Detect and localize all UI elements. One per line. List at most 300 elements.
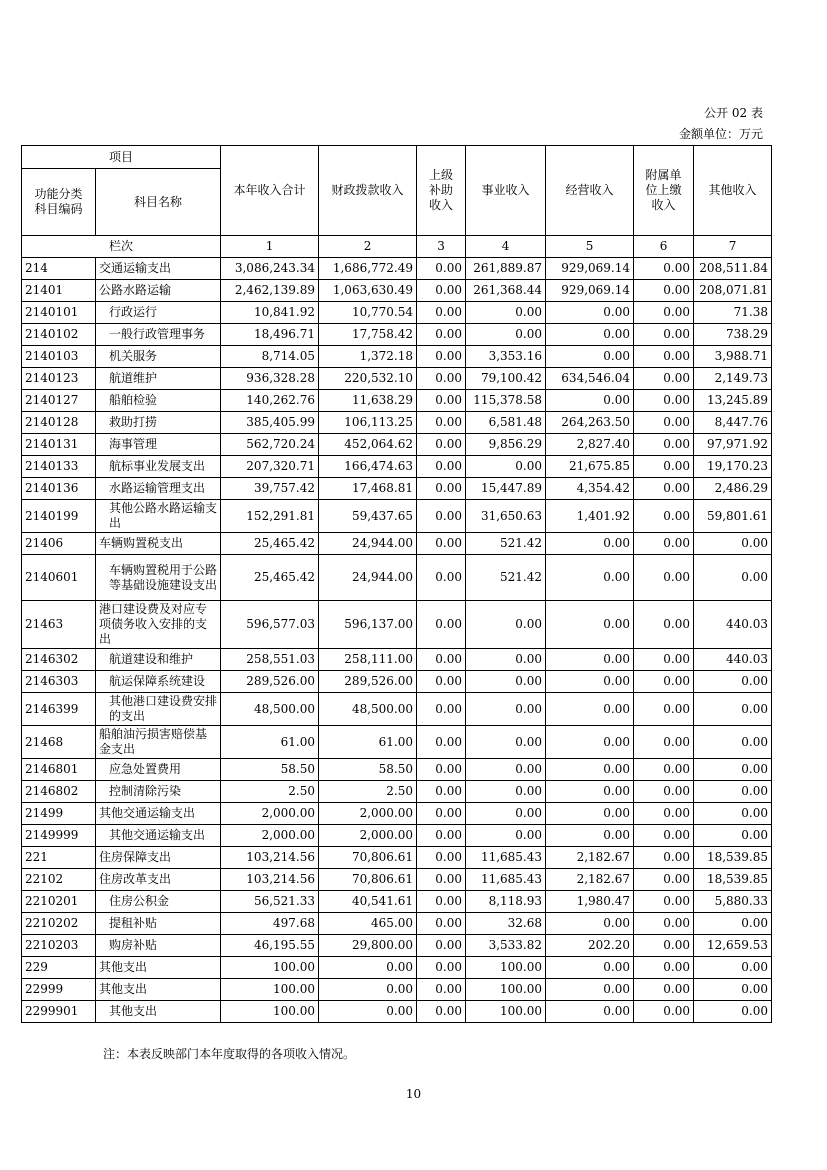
row-value-col4: 261,368.44 [466, 280, 546, 302]
row-value-col4: 115,378.58 [466, 390, 546, 412]
row-value-col7: 440.03 [694, 649, 772, 671]
row-code: 2210202 [22, 913, 96, 935]
row-value-col2: 596,137.00 [319, 601, 417, 649]
row-value-col3: 0.00 [417, 434, 466, 456]
row-value-col7: 440.03 [694, 601, 772, 649]
row-name: 救助打捞 [96, 412, 221, 434]
row-value-col5: 0.00 [546, 957, 634, 979]
row-code: 2140127 [22, 390, 96, 412]
row-value-col5: 0.00 [546, 601, 634, 649]
row-value-col1: 2,000.00 [221, 803, 319, 825]
table-row [22, 913, 772, 935]
row-name: 水路运输管理支出 [96, 478, 221, 500]
row-code: 2140128 [22, 412, 96, 434]
row-name: 机关服务 [96, 346, 221, 368]
table-row [22, 324, 772, 346]
row-value-col3: 0.00 [417, 935, 466, 957]
row-name: 航标事业发展支出 [96, 456, 221, 478]
col-index-7: 7 [694, 236, 772, 258]
row-value-col2: 24,944.00 [319, 555, 417, 601]
row-value-col6: 0.00 [634, 346, 694, 368]
row-value-col7: 2,149.73 [694, 368, 772, 390]
row-value-col5: 2,182.67 [546, 847, 634, 869]
row-name: 其他支出 [96, 979, 221, 1001]
row-value-col7: 208,511.84 [694, 258, 772, 280]
row-name: 港口建设费及对应专项债务收入安排的支出 [96, 601, 221, 649]
row-value-col2: 106,113.25 [319, 412, 417, 434]
amount-unit: 金额单位：万元 [678, 127, 763, 141]
row-value-col1: 2,000.00 [221, 825, 319, 847]
table-row [22, 847, 772, 869]
row-value-col2: 58.50 [319, 759, 417, 781]
row-name: 其他支出 [96, 957, 221, 979]
row-value-col3: 0.00 [417, 533, 466, 555]
row-value-col6: 0.00 [634, 979, 694, 1001]
row-value-col3: 0.00 [417, 601, 466, 649]
row-name: 车辆购置税用于公路等基础设施建设支出 [96, 555, 221, 601]
row-name: 购房补贴 [96, 935, 221, 957]
table-row [22, 803, 772, 825]
row-value-col3: 0.00 [417, 649, 466, 671]
row-value-col4: 0.00 [466, 759, 546, 781]
row-value-col6: 0.00 [634, 825, 694, 847]
col-index-4: 4 [466, 236, 546, 258]
row-code: 22102 [22, 869, 96, 891]
row-value-col6: 0.00 [634, 1001, 694, 1023]
row-value-col7: 13,245.89 [694, 390, 772, 412]
row-value-col1: 258,551.03 [221, 649, 319, 671]
table-row [22, 390, 772, 412]
row-value-col2: 29,800.00 [319, 935, 417, 957]
row-value-col4: 261,889.87 [466, 258, 546, 280]
row-value-col1: 152,291.81 [221, 500, 319, 533]
row-value-col2: 24,944.00 [319, 533, 417, 555]
row-value-col6: 0.00 [634, 726, 694, 759]
row-value-col5: 0.00 [546, 346, 634, 368]
table-row [22, 693, 772, 726]
table-row [22, 302, 772, 324]
row-value-col4: 15,447.89 [466, 478, 546, 500]
row-value-col4: 0.00 [466, 302, 546, 324]
table-row [22, 979, 772, 1001]
row-value-col7: 19,170.23 [694, 456, 772, 478]
table-body [22, 258, 772, 1023]
row-code: 2140199 [22, 500, 96, 533]
row-value-col7: 0.00 [694, 759, 772, 781]
row-value-col7: 5,880.33 [694, 891, 772, 913]
table-note: 注：本表反映部门本年度取得的各项收入情况。 [103, 1047, 356, 1061]
row-value-col5: 0.00 [546, 825, 634, 847]
row-code: 2146802 [22, 781, 96, 803]
row-value-col5: 264,263.50 [546, 412, 634, 434]
table-row [22, 869, 772, 891]
row-value-col7: 18,539.85 [694, 869, 772, 891]
row-value-col2: 40,541.61 [319, 891, 417, 913]
row-code: 21406 [22, 533, 96, 555]
row-value-col4: 0.00 [466, 726, 546, 759]
row-value-col3: 0.00 [417, 412, 466, 434]
row-value-col1: 48,500.00 [221, 693, 319, 726]
row-value-col4: 0.00 [466, 825, 546, 847]
row-name: 提租补贴 [96, 913, 221, 935]
table-row [22, 533, 772, 555]
row-value-col4: 0.00 [466, 671, 546, 693]
row-value-col6: 0.00 [634, 368, 694, 390]
row-value-col5: 0.00 [546, 759, 634, 781]
table-row [22, 346, 772, 368]
row-value-col3: 0.00 [417, 957, 466, 979]
table-row [22, 825, 772, 847]
row-value-col6: 0.00 [634, 781, 694, 803]
table-row [22, 957, 772, 979]
row-value-col6: 0.00 [634, 280, 694, 302]
table-row [22, 935, 772, 957]
row-name: 船舶油污损害赔偿基金支出 [96, 726, 221, 759]
header-col1: 本年收入合计 [221, 146, 319, 236]
row-value-col6: 0.00 [634, 456, 694, 478]
table-row [22, 781, 772, 803]
col-index-1: 1 [221, 236, 319, 258]
row-value-col5: 4,354.42 [546, 478, 634, 500]
row-value-col3: 0.00 [417, 781, 466, 803]
row-value-col6: 0.00 [634, 869, 694, 891]
row-value-col3: 0.00 [417, 825, 466, 847]
row-value-col7: 2,486.29 [694, 478, 772, 500]
row-name: 其他港口建设费安排的支出 [96, 693, 221, 726]
row-value-col2: 2.50 [319, 781, 417, 803]
row-code: 21401 [22, 280, 96, 302]
row-code: 2140131 [22, 434, 96, 456]
row-value-col2: 0.00 [319, 957, 417, 979]
row-value-col2: 166,474.63 [319, 456, 417, 478]
row-value-col4: 521.42 [466, 555, 546, 601]
row-code: 2146399 [22, 693, 96, 726]
row-value-col2: 289,526.00 [319, 671, 417, 693]
row-name: 住房保障支出 [96, 847, 221, 869]
row-value-col4: 6,581.48 [466, 412, 546, 434]
row-value-col3: 0.00 [417, 258, 466, 280]
col-index-2: 2 [319, 236, 417, 258]
row-value-col3: 0.00 [417, 847, 466, 869]
row-value-col4: 100.00 [466, 1001, 546, 1023]
row-value-col4: 31,650.63 [466, 500, 546, 533]
row-value-col6: 0.00 [634, 258, 694, 280]
row-value-col2: 70,806.61 [319, 869, 417, 891]
row-value-col6: 0.00 [634, 412, 694, 434]
row-value-col1: 100.00 [221, 957, 319, 979]
row-value-col5: 0.00 [546, 979, 634, 1001]
row-value-col5: 0.00 [546, 324, 634, 346]
row-value-col7: 0.00 [694, 979, 772, 1001]
row-value-col4: 32.68 [466, 913, 546, 935]
row-value-col6: 0.00 [634, 555, 694, 601]
row-value-col3: 0.00 [417, 346, 466, 368]
row-value-col4: 3,533.82 [466, 935, 546, 957]
page-number: 10 [405, 1087, 422, 1101]
row-value-col6: 0.00 [634, 847, 694, 869]
row-name: 船舶检验 [96, 390, 221, 412]
row-value-col2: 48,500.00 [319, 693, 417, 726]
row-value-col2: 452,064.62 [319, 434, 417, 456]
row-value-col5: 21,675.85 [546, 456, 634, 478]
row-name: 其他支出 [96, 1001, 221, 1023]
row-value-col3: 0.00 [417, 759, 466, 781]
table-row [22, 280, 772, 302]
row-name: 行政运行 [96, 302, 221, 324]
row-value-col2: 0.00 [319, 979, 417, 1001]
row-value-col3: 0.00 [417, 390, 466, 412]
row-value-col7: 59,801.61 [694, 500, 772, 533]
row-value-col5: 1,401.92 [546, 500, 634, 533]
header-xiangmu: 项目 [22, 146, 221, 169]
header-col2: 财政拨款收入 [319, 146, 417, 236]
row-value-col3: 0.00 [417, 280, 466, 302]
row-value-col4: 0.00 [466, 324, 546, 346]
row-value-col3: 0.00 [417, 555, 466, 601]
row-value-col1: 39,757.42 [221, 478, 319, 500]
row-value-col1: 2.50 [221, 781, 319, 803]
table-row [22, 500, 772, 533]
row-value-col6: 0.00 [634, 803, 694, 825]
row-value-col7: 8,447.76 [694, 412, 772, 434]
row-value-col4: 9,856.29 [466, 434, 546, 456]
row-value-col7: 18,539.85 [694, 847, 772, 869]
table-row [22, 258, 772, 280]
row-value-col5: 2,827.40 [546, 434, 634, 456]
col-index-label: 栏次 [22, 236, 221, 258]
row-value-col4: 0.00 [466, 601, 546, 649]
row-value-col3: 0.00 [417, 913, 466, 935]
row-code: 2140102 [22, 324, 96, 346]
col-index-3: 3 [417, 236, 466, 258]
table-row [22, 412, 772, 434]
row-value-col2: 258,111.00 [319, 649, 417, 671]
row-value-col5: 929,069.14 [546, 280, 634, 302]
row-value-col5: 0.00 [546, 726, 634, 759]
table-row [22, 368, 772, 390]
row-value-col7: 0.00 [694, 693, 772, 726]
row-value-col6: 0.00 [634, 649, 694, 671]
row-code: 2299901 [22, 1001, 96, 1023]
row-code: 2146302 [22, 649, 96, 671]
row-value-col6: 0.00 [634, 913, 694, 935]
row-name: 住房改革支出 [96, 869, 221, 891]
row-value-col2: 10,770.54 [319, 302, 417, 324]
row-value-col5: 2,182.67 [546, 869, 634, 891]
row-value-col2: 70,806.61 [319, 847, 417, 869]
row-value-col1: 2,462,139.89 [221, 280, 319, 302]
row-value-col4: 0.00 [466, 693, 546, 726]
row-value-col3: 0.00 [417, 671, 466, 693]
row-value-col3: 0.00 [417, 803, 466, 825]
row-value-col5: 929,069.14 [546, 258, 634, 280]
form-number: 公开 02 表 [704, 106, 763, 120]
row-value-col6: 0.00 [634, 500, 694, 533]
table-row [22, 649, 772, 671]
table-row [22, 601, 772, 649]
row-value-col6: 0.00 [634, 891, 694, 913]
header-col5: 经营收入 [546, 146, 634, 236]
row-value-col4: 0.00 [466, 456, 546, 478]
row-value-col7: 0.00 [694, 726, 772, 759]
table-row [22, 726, 772, 759]
header-col3: 上级补助收入 [417, 146, 466, 236]
row-value-col3: 0.00 [417, 891, 466, 913]
row-value-col4: 0.00 [466, 649, 546, 671]
row-value-col6: 0.00 [634, 693, 694, 726]
row-value-col3: 0.00 [417, 979, 466, 1001]
income-table [21, 145, 772, 1023]
row-value-col3: 0.00 [417, 302, 466, 324]
row-value-col5: 0.00 [546, 1001, 634, 1023]
row-value-col5: 202.20 [546, 935, 634, 957]
row-code: 21468 [22, 726, 96, 759]
row-name: 航道建设和维护 [96, 649, 221, 671]
row-value-col5: 0.00 [546, 693, 634, 726]
row-code: 2146801 [22, 759, 96, 781]
row-value-col2: 465.00 [319, 913, 417, 935]
table-row [22, 555, 772, 601]
table-row [22, 891, 772, 913]
row-value-col2: 17,758.42 [319, 324, 417, 346]
table-row [22, 456, 772, 478]
row-value-col3: 0.00 [417, 478, 466, 500]
row-code: 214 [22, 258, 96, 280]
row-value-col7: 208,071.81 [694, 280, 772, 302]
table-row [22, 478, 772, 500]
row-value-col7: 0.00 [694, 803, 772, 825]
row-value-col3: 0.00 [417, 869, 466, 891]
row-value-col2: 1,372.18 [319, 346, 417, 368]
row-value-col7: 71.38 [694, 302, 772, 324]
row-value-col7: 0.00 [694, 781, 772, 803]
row-value-col6: 0.00 [634, 324, 694, 346]
row-value-col5: 0.00 [546, 649, 634, 671]
row-value-col4: 79,100.42 [466, 368, 546, 390]
row-value-col1: 8,714.05 [221, 346, 319, 368]
row-value-col4: 3,353.16 [466, 346, 546, 368]
row-value-col1: 58.50 [221, 759, 319, 781]
row-name: 一般行政管理事务 [96, 324, 221, 346]
row-value-col1: 936,328.28 [221, 368, 319, 390]
row-value-col2: 17,468.81 [319, 478, 417, 500]
row-value-col5: 0.00 [546, 803, 634, 825]
header-code: 功能分类科目编码 [22, 169, 96, 236]
row-code: 2140133 [22, 456, 96, 478]
row-value-col6: 0.00 [634, 478, 694, 500]
row-name: 航运保障系统建设 [96, 671, 221, 693]
row-value-col5: 0.00 [546, 302, 634, 324]
row-value-col7: 0.00 [694, 1001, 772, 1023]
row-value-col7: 3,988.71 [694, 346, 772, 368]
row-value-col1: 56,521.33 [221, 891, 319, 913]
row-value-col4: 521.42 [466, 533, 546, 555]
row-value-col2: 2,000.00 [319, 803, 417, 825]
row-value-col5: 0.00 [546, 555, 634, 601]
row-value-col5: 0.00 [546, 913, 634, 935]
row-value-col2: 2,000.00 [319, 825, 417, 847]
row-value-col1: 596,577.03 [221, 601, 319, 649]
row-code: 2140123 [22, 368, 96, 390]
row-code: 2140601 [22, 555, 96, 601]
row-code: 2149999 [22, 825, 96, 847]
row-value-col6: 0.00 [634, 434, 694, 456]
row-code: 2140101 [22, 302, 96, 324]
table-row [22, 671, 772, 693]
row-value-col4: 0.00 [466, 781, 546, 803]
row-value-col1: 10,841.92 [221, 302, 319, 324]
row-value-col5: 634,546.04 [546, 368, 634, 390]
header-name: 科目名称 [96, 169, 221, 236]
row-value-col1: 61.00 [221, 726, 319, 759]
row-name: 应急处置费用 [96, 759, 221, 781]
row-value-col6: 0.00 [634, 957, 694, 979]
row-value-col3: 0.00 [417, 324, 466, 346]
row-code: 221 [22, 847, 96, 869]
row-value-col7: 97,971.92 [694, 434, 772, 456]
table-row [22, 759, 772, 781]
row-value-col6: 0.00 [634, 302, 694, 324]
row-value-col6: 0.00 [634, 671, 694, 693]
row-name: 海事管理 [96, 434, 221, 456]
row-code: 21463 [22, 601, 96, 649]
row-value-col3: 0.00 [417, 726, 466, 759]
row-value-col3: 0.00 [417, 456, 466, 478]
row-value-col5: 0.00 [546, 533, 634, 555]
row-value-col3: 0.00 [417, 693, 466, 726]
row-name: 交通运输支出 [96, 258, 221, 280]
row-value-col3: 0.00 [417, 500, 466, 533]
row-value-col1: 18,496.71 [221, 324, 319, 346]
row-value-col1: 100.00 [221, 1001, 319, 1023]
row-value-col2: 220,532.10 [319, 368, 417, 390]
row-value-col1: 562,720.24 [221, 434, 319, 456]
row-value-col4: 100.00 [466, 957, 546, 979]
row-value-col1: 46,195.55 [221, 935, 319, 957]
row-value-col1: 385,405.99 [221, 412, 319, 434]
row-value-col1: 100.00 [221, 979, 319, 1001]
header-col6: 附属单位上缴收入 [634, 146, 694, 236]
row-value-col1: 25,465.42 [221, 533, 319, 555]
row-value-col6: 0.00 [634, 533, 694, 555]
row-value-col7: 0.00 [694, 913, 772, 935]
row-value-col6: 0.00 [634, 601, 694, 649]
row-value-col5: 0.00 [546, 671, 634, 693]
row-name: 航道维护 [96, 368, 221, 390]
row-code: 2146303 [22, 671, 96, 693]
row-name: 公路水路运输 [96, 280, 221, 302]
row-value-col1: 289,526.00 [221, 671, 319, 693]
header-col7: 其他收入 [694, 146, 772, 236]
row-value-col7: 738.29 [694, 324, 772, 346]
row-name: 其他交通运输支出 [96, 825, 221, 847]
row-value-col2: 1,063,630.49 [319, 280, 417, 302]
row-value-col2: 59,437.65 [319, 500, 417, 533]
row-value-col1: 25,465.42 [221, 555, 319, 601]
row-code: 2140136 [22, 478, 96, 500]
row-value-col5: 1,980.47 [546, 891, 634, 913]
row-value-col7: 0.00 [694, 533, 772, 555]
table-row [22, 1001, 772, 1023]
row-name: 控制清除污染 [96, 781, 221, 803]
row-code: 2140103 [22, 346, 96, 368]
row-value-col5: 0.00 [546, 390, 634, 412]
row-value-col7: 0.00 [694, 825, 772, 847]
row-value-col7: 0.00 [694, 957, 772, 979]
row-code: 21499 [22, 803, 96, 825]
row-value-col2: 1,686,772.49 [319, 258, 417, 280]
row-value-col6: 0.00 [634, 935, 694, 957]
